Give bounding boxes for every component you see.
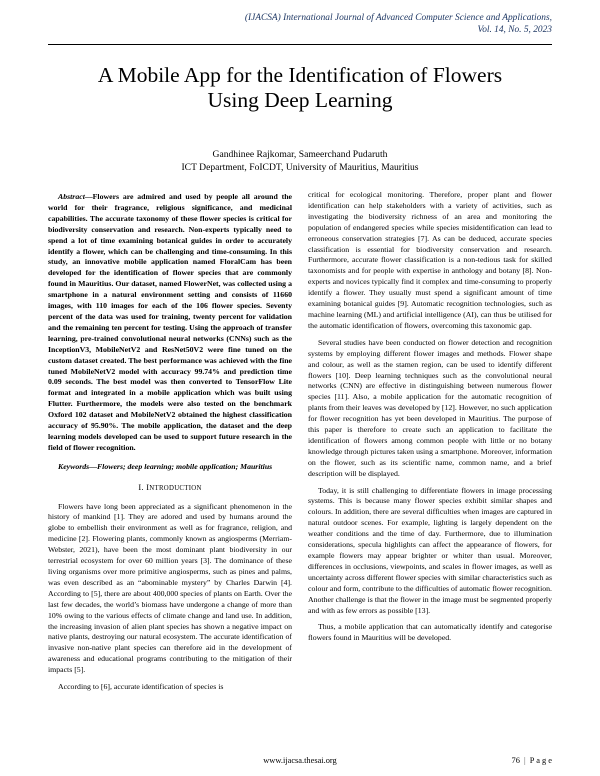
journal-volume: Vol. 14, No. 5, 2023	[477, 24, 552, 35]
footer-page	[512, 756, 553, 765]
paragraph: critical for ecological monitoring. Therefore, proper plant and flower identification can help stakeholders with a variety of activities, such as investigating the biodiversity richness of an area and monitoring the population of endangered species while species misidentification can lead to erroneous conservation strategies [7]. As can be deduced, accurate species classification is essential for biodiversity conservation and research. Furthermore, accurate flower classification is a non-tedious task for skilled taxonomists and for people with expertise in anthology and botany [8]. Non-experts and novices typically find it complex and time-consuming to properly identify a flower. They usually must spend a significant amount of time examining botanical guides [9]. Automatic recognition technologies, such as machine learning (ML) and artificial intelligence (AI), can thus be utilised for the automatic identification of flowers, overcoming this taxonomic gap.	[308, 190, 552, 330]
section-title-initial: I	[146, 482, 150, 492]
paragraph: Flowers have long been appreciated as a significant phenomenon in the history of mankind [1]. They are adored and used by humans around the globe to embellish their environment as well as for fragrance, religion, and medicine [2]. Flowering plants, commonly known as angiosperms (Merriam-Webster, 2021), have been the most dominant plant biodiversity in our terrestrial ecosystem for over 60 million years [3]. The dominance of these living organisms over more primitive angiosperms, such as pines and palms, was even described as an “abominable mystery” by Charles Darwin [4]. According to [5], there are about 400,000 species of plants on Earth. Over the last few decades, the world’s biomass have undergone a change of more than 10% owing to the various effects of climate change and land use. In addition, the increasing invasion of alien plant species has shown a negative impact on native plants, destroying our natural ecosystem. The accurate identification of invasive non-native plant species can therefore aid in the development of awareness and educational programs contributing to the mitigation of their impacts [5].	[48, 501, 292, 675]
abstract-lead: Abstract	[58, 192, 85, 201]
paragraph: Several studies have been conducted on flower detection and recognition systems by employing different flower images and methods. Flower shape and colour, as well as the stamen region, can be used to identify different flowers [10]. Deep learning techniques such as the convolutional neural networks (CNN) are effective in distinguishing between numerous flower species [11]. Also, a mobile application for the automatic recognition of plants from their leaves was developed by [12]. However, no such application for flower recognition has yet been developed in Mauritius. The purpose of this paper is therefore to create such an application to facilitate the identification of flowers among common people with little or no botany knowledge through pictures taken using a smartphone. Moreover, information on the flower, such as its scientific name, common name, and a brief description will be displayed.	[308, 337, 552, 478]
abstract-text: —Flowers are admired and used by people all around the world for their fragrance, religious significance, and medicinal capabilities. The accurate taxonomy of these flower species is critical for biodiversity conservation and research. Non-experts typically need to spend a lot of time examining botanical guides in order to accurately identify a flower, which can be challenging and time-consuming. In this study, an innovative mobile application named FloralCam has been developed for the identification of flower species that are commonly found in Mauritius. Our dataset, named FlowerNet, was collected using a smartphone in a natural environment setting and consists of 11660 images, with 110 images for each of the 106 flower species. Seventy percent of the data was used for training, twenty percent for validation and the remaining ten percent for testing. Using the approach of transfer learning, pre-trained convolutional neural networks (CNNs) such as the InceptionV3, MobileNetV2 and ResNet50V2 were fine tuned on the custom dataset created. The best performance was achieved with the fine tuned MobileNetV2 model with accuracy 99.74% and prediction time 0.09 seconds. The best model was then converted to TensorFlow Lite format and integrated in a mobile application which was built using Flutter. Furthermore, the models were also tested on the benchmark Oxford 102 dataset and MobileNetV2 obtained the highest classification accuracy of 95.90%. The mobile application, the dataset and the deep learning models developed can be used to support future research in the field of flower recognition.	[48, 192, 292, 452]
abstract	[48, 192, 292, 454]
page-divider: |	[523, 756, 526, 765]
author-block	[48, 149, 552, 174]
keywords: Keywords—Flowers; deep learning; mobile application; Mauritius	[58, 461, 273, 471]
section-heading-introduction	[48, 483, 292, 495]
journal-name: (IJACSA) International Journal of Advanced Computer Science and Applications,	[244, 13, 552, 23]
author-affiliation: ICT Department, FoICDT, University of Mauritius, Mauritius	[181, 161, 419, 173]
paper-title	[48, 63, 552, 113]
paragraph: According to [6], accurate identification of species is	[58, 682, 224, 692]
author-names: Gandhinee Rajkomar, Sameerchand Pudaruth	[212, 149, 388, 160]
section-title-rest: NTRODUCTION	[149, 484, 202, 492]
footer-url: www.ijacsa.thesai.org	[263, 756, 337, 765]
paper-title-line-1: A Mobile App for the Identification of Flowers	[97, 63, 503, 87]
right-column	[308, 190, 552, 650]
paragraph: Today, it is still challenging to differentiate flowers in image processing systems. This is because many flower species exhibit similar shapes and colours. In addition, there are several difficulties when images are captured in natural outdoor scenes. For example, lighting is largely dependent on the weather conditions and the time of day. Furthermore, due to illumination considerations, specula highlights can affect the appearance of flowers, for example flowers may appear brighter or whiter than usual. Moreover, differences in occlusions, viewpoints, and scales in flower images, as well as uncertainty across different flower species with similar characteristics such as colour and form, contribute to the difficulties of automatic flower recognition. Another challenge is that the flower in the image must be segmented properly and with as few errors as possible [13].	[308, 485, 552, 615]
paragraph: Thus, a mobile application that can automatically identify and categorise flowers found in Mauritius will be developed.	[308, 622, 552, 643]
section-numeral: I.	[138, 482, 144, 492]
paper-title-line-2: Using Deep Learning	[207, 88, 393, 112]
left-column	[48, 192, 292, 699]
page-number: 76	[511, 756, 520, 765]
header-rule	[48, 44, 552, 45]
journal-header	[172, 13, 552, 36]
page-label: P a g e	[529, 756, 552, 765]
